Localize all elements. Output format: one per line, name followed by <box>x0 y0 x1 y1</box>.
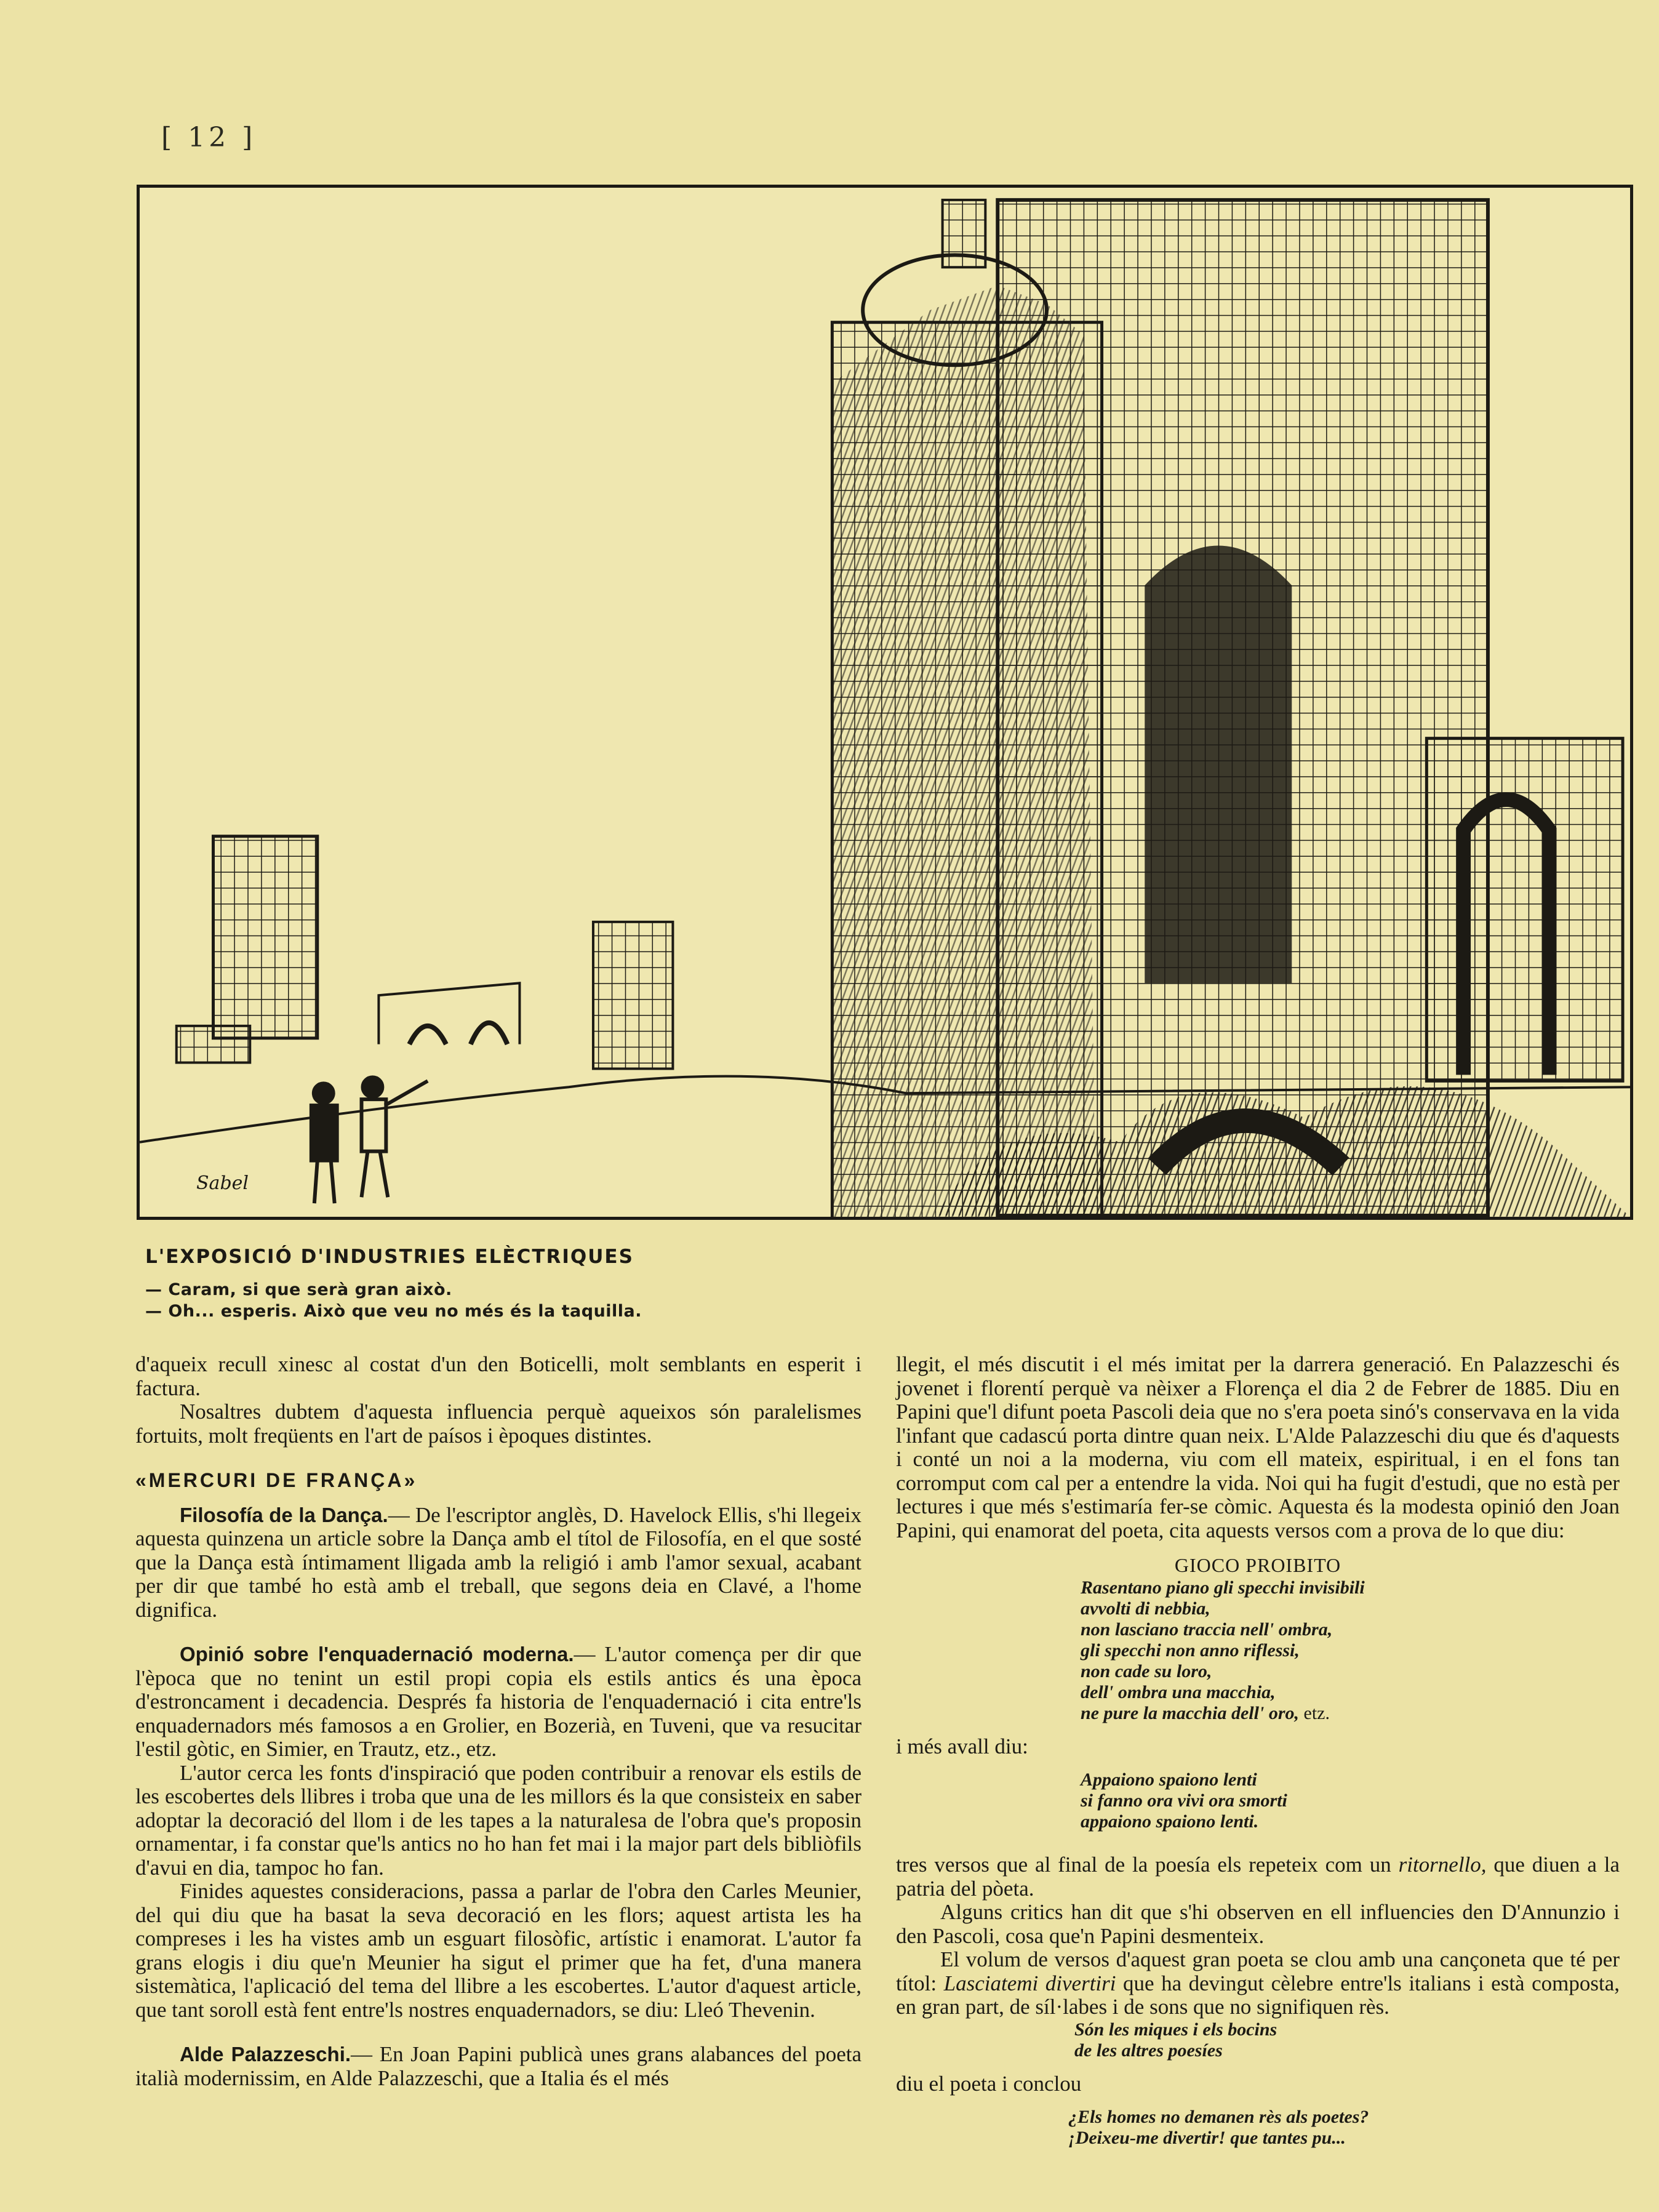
paragraph: llegit, el més discutit i el més imitat per la darrera generació. En Palazzeschi és jovenet i florentí perquè va nèixer a Florença el dia 2 de Febrer de 1885. Diu en Papini que'l difunt poeta Pascoli deia que no s'era poeta sinó's conservava en la vida l'infant que cadascú porta dintre quan neix. L'Alde Palazzeschi diu que és d'aquests i conté un noi a la moderna, viu com ell mateix, espiritual, i en el fons tan corromput com cal per a entendre la vida. Noi qui ha fugit d'estudi, que no està per lectures i que més s'estimaría fer-se còmic. Aquesta és la modesta opinió den Joan Papini, qui enamorat del poeta, cita aquests versos com a prova de lo que diu: <box>896 1352 1620 1542</box>
poem-line: dell' ombra una macchia, <box>1081 1681 1276 1702</box>
poem-line: gli specchi non anno riflessi, <box>1081 1640 1300 1661</box>
text: que diuen a la patria del pòeta. <box>896 1853 1620 1901</box>
poem-line: Appaiono spaiono lenti <box>1081 1769 1257 1790</box>
poem-line: avvolti di nebbia, <box>1081 1598 1210 1619</box>
poem-homes <box>1068 2107 1620 2149</box>
article-text: — L'autor comença per dir que l'època que no tenint un estil propi copia els estils antics és una època d'estroncament i decadencia. Després fa historia de l'enquadernació i cita entre'ls enquadernadors més famosos a en Grolier, en Bozerià, en Tuveni, que va resucitar l'estil gòtic, en Simier, en Trautz, etz., etz. <box>135 1642 861 1761</box>
paragraph: i més avall diu: <box>896 1734 1028 1758</box>
caption-line: — Caram, si que serà gran això. <box>145 1280 452 1299</box>
illustration-caption <box>145 1246 884 1323</box>
paragraph: Nosaltres dubtem d'aquesta influencia perquè aqueixos són paralelismes fortuits, molt freqüents en l'art de paísos i èpoques distintes. <box>135 1400 861 1448</box>
poem-line-last <box>1081 1703 1620 1724</box>
poem-line: non lasciano traccia nell' ombra, <box>1081 1619 1333 1640</box>
poem-line: de les altres poesíes <box>1074 2040 1223 2061</box>
poem-line: ne pure la macchia dell' oro, <box>1081 1702 1299 1723</box>
text: que ha devingut cèlebre entre'ls italians i està composta, en gran part, de síl·labes i de sons que no signifiquen rès. <box>896 1971 1620 2019</box>
article-palazzeschi <box>135 2043 861 2090</box>
poem-miques <box>1074 2019 1620 2061</box>
paragraph: d'aqueix recull xinesc al costat d'un den Boticelli, molt semblants en esperit i factura. <box>135 1352 861 1400</box>
text: tres versos que al final de la poesía els repeteix com un <box>896 1853 1391 1877</box>
paragraph <box>896 1853 1620 1901</box>
poem-gioco-proibito <box>1081 1577 1620 1724</box>
poem-line: appaiono spaiono lenti. <box>1081 1811 1259 1832</box>
article-text: — En Joan Papini publicà unes grans alabances del poeta italià modernissim, en Alde Palazzeschi, que a Italia és el més <box>135 2042 861 2090</box>
poem-etc: etz. <box>1303 1702 1330 1723</box>
paragraph <box>896 1948 1620 2019</box>
paragraph: Alguns critics han dit que s'hi observen en ell influencies den D'Annunzio i den Pascoli, cosa que'n Papini desmenteix. <box>896 1900 1620 1948</box>
paragraph: Finides aquestes consideracions, passa a parlar de l'obra den Carles Meunier, del qui diu que ha basat la seva decoració en les flors; aquest artista les ha compreses i les ha vistes amb un esguart filosòfic, artístic i enamorat. L'autor fa grans elogis i diu que'n Meunier ha sigut el primer que ha fet, d'una manera sistemàtica, l'aplicació del tema del llibre a les escobertes. L'autor d'aquest article, que tant soroll està fent entre'ls nostres enquadernadors, se diu: Lleó Thevenin. <box>135 1879 861 2022</box>
text-italic: Lasciatemi divertiri <box>943 1971 1116 1995</box>
article-philosophy-of-dance <box>135 1504 861 1622</box>
article-lead: Alde Palazzeschi. <box>180 2043 351 2066</box>
artist-signature: Sabel <box>196 1172 249 1194</box>
poem-appaiono <box>1081 1769 1620 1832</box>
caption-line: — Oh... esperis. Això que veu no més és la taquilla. <box>145 1302 642 1321</box>
article-lead: Opinió sobre l'enquadernació moderna. <box>180 1643 574 1665</box>
text: El volum de versos d'aquest gran poeta se clou amb una cançoneta que té per títol: <box>896 1947 1620 1995</box>
page-number: [ 12 ] <box>161 122 257 153</box>
right-column <box>896 1353 1620 2149</box>
poem-line: ¿Els homes no demanen rès als poetes? <box>1068 2107 1369 2127</box>
paragraph: diu el poeta i conclou <box>896 2071 1082 2096</box>
scaffolding-drawing <box>140 188 1630 1217</box>
article-bookbinding <box>135 1643 861 1761</box>
left-column <box>135 1353 861 2090</box>
article-text: — De l'escriptor anglès, D. Havelock Ellis, s'hi llegeix aquesta quinzena un article sobre la Dança amb el títol de Filosofía, en el que sosté que la Dança està íntimament lligada amb la religió i amb l'amor sexual, acabant per dir que també ho està amb el treball, que segons deia en Clavé, a l'home dignifica. <box>135 1502 861 1622</box>
cartoon-illustration <box>137 185 1633 1220</box>
poem-line: ¡Deixeu-me divertir! que tantes pu... <box>1068 2128 1346 2148</box>
poem-line: Són les miques i els bocins <box>1074 2019 1277 2040</box>
caption-title: L'EXPOSICIÓ D'INDUSTRIES ELÈCTRIQUES <box>145 1246 634 1268</box>
poem-line: non cade su loro, <box>1081 1661 1212 1681</box>
poem-line: si fanno ora vivi ora smorti <box>1081 1790 1287 1811</box>
poem-line: Rasentano piano gli specchi invisibili <box>1081 1577 1365 1598</box>
text-italic: ritornello, <box>1398 1853 1487 1877</box>
poem-title: GIOCO PROIBITO <box>1174 1554 1341 1576</box>
section-title: «MERCURI DE FRANÇA» <box>135 1469 418 1491</box>
paragraph: L'autor cerca les fonts d'inspiració que poden contribuir a renovar els estils de les escobertes dels llibres i troba que una de les millors és la que consisteix en saber adoptar la decoració del llom i de les tapes a la naturalesa de l'obra que's proposin ornamentar, i fa constar que'ls antics no ho han fet mai i la major part dels bibliòfils d'avui en dia, tampoc ho fan. <box>135 1760 861 1880</box>
article-lead: Filosofía de la Dança. <box>180 1503 388 1526</box>
